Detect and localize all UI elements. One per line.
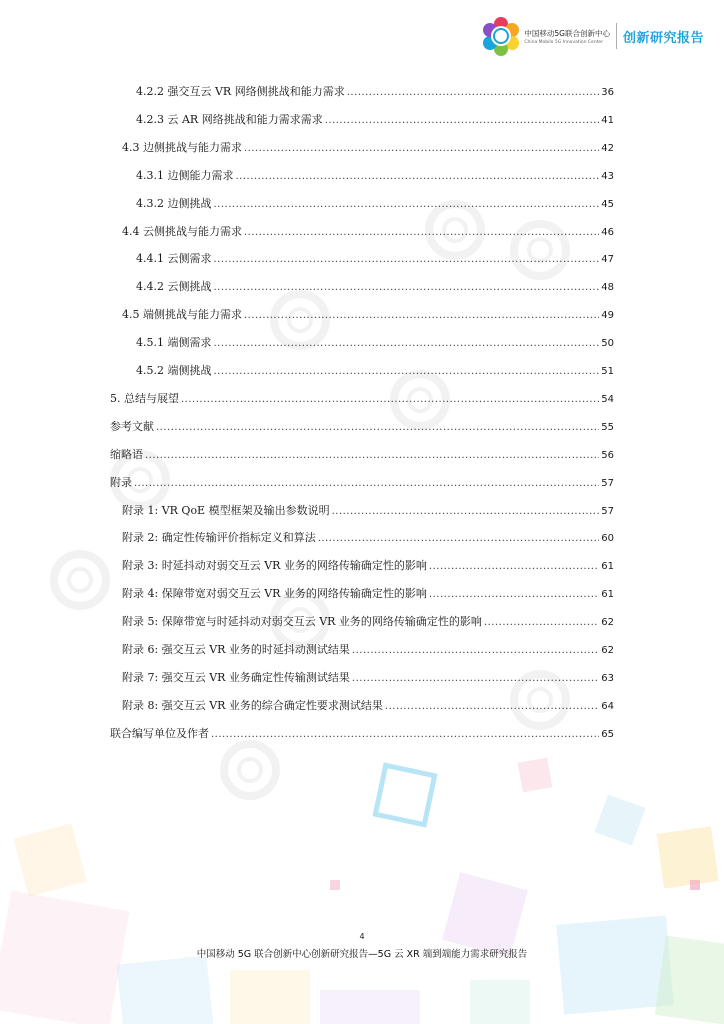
colorful-squares xyxy=(0,758,724,1024)
toc-entry-title: 参考文献 xyxy=(110,419,154,433)
toc-entry-page: 62 xyxy=(601,617,614,629)
toc-leader-dots xyxy=(325,114,600,128)
toc-leader-dots xyxy=(244,142,599,156)
toc-entry[interactable] xyxy=(122,531,614,545)
toc-entry-title: 4.5.1 端侧需求 xyxy=(136,336,212,350)
toc-entry-title: 附录 4: 保障带宽对弱交互云 VR 业务的网络传输确定性的影响 xyxy=(122,587,427,601)
toc-entry[interactable] xyxy=(110,448,614,462)
toc-entry[interactable] xyxy=(110,420,614,434)
toc-entry[interactable] xyxy=(110,476,614,490)
toc-entry[interactable] xyxy=(122,504,614,518)
org-name-block xyxy=(524,28,610,45)
toc-entry[interactable] xyxy=(136,252,614,266)
toc-entry-title: 4.5 端侧挑战与能力需求 xyxy=(122,308,242,322)
toc-entry-title: 4.3.2 边侧挑战 xyxy=(136,196,212,210)
toc-leader-dots xyxy=(347,86,600,100)
toc-entry-title: 附录 2: 确定性传输评价指标定义和算法 xyxy=(122,531,316,545)
toc-entry-title: 附录 7: 强交互云 VR 业务确定性传输测试结果 xyxy=(122,670,350,684)
toc-entry-title: 联合编写单位及作者 xyxy=(110,726,209,740)
toc-entry-title: 附录 8: 强交互云 VR 业务的综合确定性要求测试结果 xyxy=(122,698,383,712)
toc-entry-page: 47 xyxy=(601,254,614,266)
toc-entry[interactable] xyxy=(136,197,614,211)
toc-entry-title: 4.2.2 强交互云 VR 网络侧挑战和能力需求 xyxy=(136,85,345,98)
toc-entry[interactable] xyxy=(122,587,614,601)
toc-entry-page: 61 xyxy=(601,589,614,601)
toc-leader-dots xyxy=(156,421,599,435)
toc-entry-page: 65 xyxy=(601,728,614,740)
toc-entry[interactable] xyxy=(136,280,614,294)
toc-entry[interactable] xyxy=(122,141,614,155)
toc-entry-page: 61 xyxy=(601,561,614,573)
toc-entry-title: 附录 1: VR QoE 模型框架及输出参数说明 xyxy=(122,503,330,517)
toc-entry-title: 4.4 云侧挑战与能力需求 xyxy=(122,224,242,238)
toc-entry-page: 46 xyxy=(601,226,614,238)
toc-entry-title: 4.4.1 云侧需求 xyxy=(136,252,212,266)
toc-entry-page: 36 xyxy=(601,87,614,98)
toc-leader-dots xyxy=(214,337,600,351)
toc-entry-title: 附录 3: 时延抖动对弱交互云 VR 业务的网络传输确定性的影响 xyxy=(122,559,427,573)
toc-entry-title: 附录 6: 强交互云 VR 业务的时延抖动测试结果 xyxy=(122,643,350,656)
toc-leader-dots xyxy=(236,170,600,184)
toc-leader-dots xyxy=(332,505,600,519)
header-divider xyxy=(616,23,617,49)
toc-entry-page: 56 xyxy=(601,449,614,461)
report-header xyxy=(481,16,704,56)
toc-entry[interactable] xyxy=(122,671,614,685)
toc-entry[interactable] xyxy=(122,559,614,573)
toc-entry[interactable] xyxy=(136,113,614,127)
toc-leader-dots xyxy=(211,728,599,742)
toc-entry-title: 4.2.3 云 AR 网络挑战和能力需求需求 xyxy=(136,112,323,126)
toc-leader-dots xyxy=(244,309,599,323)
toc-entry-page: 57 xyxy=(601,477,614,489)
toc-entry-page: 49 xyxy=(601,310,614,322)
org-name-cn: 中国移动5G联合创新中心 xyxy=(524,28,610,38)
toc-leader-dots xyxy=(429,588,599,602)
toc-entry-page: 51 xyxy=(601,366,614,377)
toc-leader-dots xyxy=(318,532,600,546)
toc-entry-title: 4.3 边侧挑战与能力需求 xyxy=(122,140,242,154)
toc-entry-page: 64 xyxy=(601,700,614,712)
toc-entry-page: 42 xyxy=(601,142,614,154)
org-name-en: China Mobile 5G Innovation Center xyxy=(524,39,604,45)
toc-leader-dots xyxy=(181,393,599,407)
toc-entry[interactable] xyxy=(136,85,614,99)
page-number: 4 xyxy=(359,932,365,941)
toc-leader-dots xyxy=(352,672,599,686)
toc-leader-dots xyxy=(244,226,599,240)
toc-entry[interactable] xyxy=(122,615,614,629)
toc-entry[interactable] xyxy=(136,336,614,350)
toc-leader-dots xyxy=(214,281,600,295)
report-type-title: 创新研究报告 xyxy=(622,30,704,46)
toc-entry-page: 41 xyxy=(601,114,614,126)
cmcc-5g-logo-icon xyxy=(481,16,521,56)
toc-entry-page: 45 xyxy=(601,198,614,210)
toc-entry[interactable] xyxy=(136,364,614,378)
toc-entry[interactable] xyxy=(110,392,614,406)
toc-entry-page: 54 xyxy=(601,393,614,405)
toc-entry[interactable] xyxy=(136,169,614,183)
toc-entry-title: 4.3.1 边侧能力需求 xyxy=(136,168,234,182)
toc-entry[interactable] xyxy=(110,727,614,741)
toc-entry-title: 4.5.2 端侧挑战 xyxy=(136,364,212,377)
toc-leader-dots xyxy=(352,644,599,658)
toc-entry-page: 55 xyxy=(601,421,614,433)
toc-entry[interactable] xyxy=(122,225,614,239)
toc-leader-dots xyxy=(214,365,600,379)
toc-entry-page: 62 xyxy=(601,645,614,656)
toc-entry[interactable] xyxy=(122,308,614,322)
toc-entry-title: 4.4.2 云侧挑战 xyxy=(136,280,212,294)
toc-entry-page: 50 xyxy=(601,338,614,350)
toc-entry[interactable] xyxy=(122,699,614,713)
toc-leader-dots xyxy=(429,560,599,574)
toc-entry[interactable] xyxy=(122,643,614,657)
footer-report-title: 中国移动 5G 联合创新中心创新研究报告—5G 云 XR 端到端能力需求研究报告 xyxy=(196,949,528,960)
toc-leader-dots xyxy=(145,449,599,463)
toc-entry-title: 缩略语 xyxy=(110,447,143,461)
toc-entry-page: 63 xyxy=(601,672,614,684)
toc-entry-page: 57 xyxy=(601,505,614,517)
toc-entry-title: 附录 5: 保障带宽与时延抖动对弱交互云 VR 业务的网络传输确定性的影响 xyxy=(122,615,482,629)
toc-leader-dots xyxy=(214,198,600,212)
toc-leader-dots xyxy=(214,253,600,267)
toc-leader-dots xyxy=(134,477,599,491)
toc-entry-title: 附录 xyxy=(110,475,132,489)
toc-leader-dots xyxy=(484,616,599,630)
toc-entry-title: 5. 总结与展望 xyxy=(110,391,179,405)
toc-leader-dots xyxy=(385,700,599,714)
toc-entry-page: 43 xyxy=(601,170,614,182)
toc-entry-page: 60 xyxy=(601,533,614,545)
toc-entry-page: 48 xyxy=(601,282,614,294)
